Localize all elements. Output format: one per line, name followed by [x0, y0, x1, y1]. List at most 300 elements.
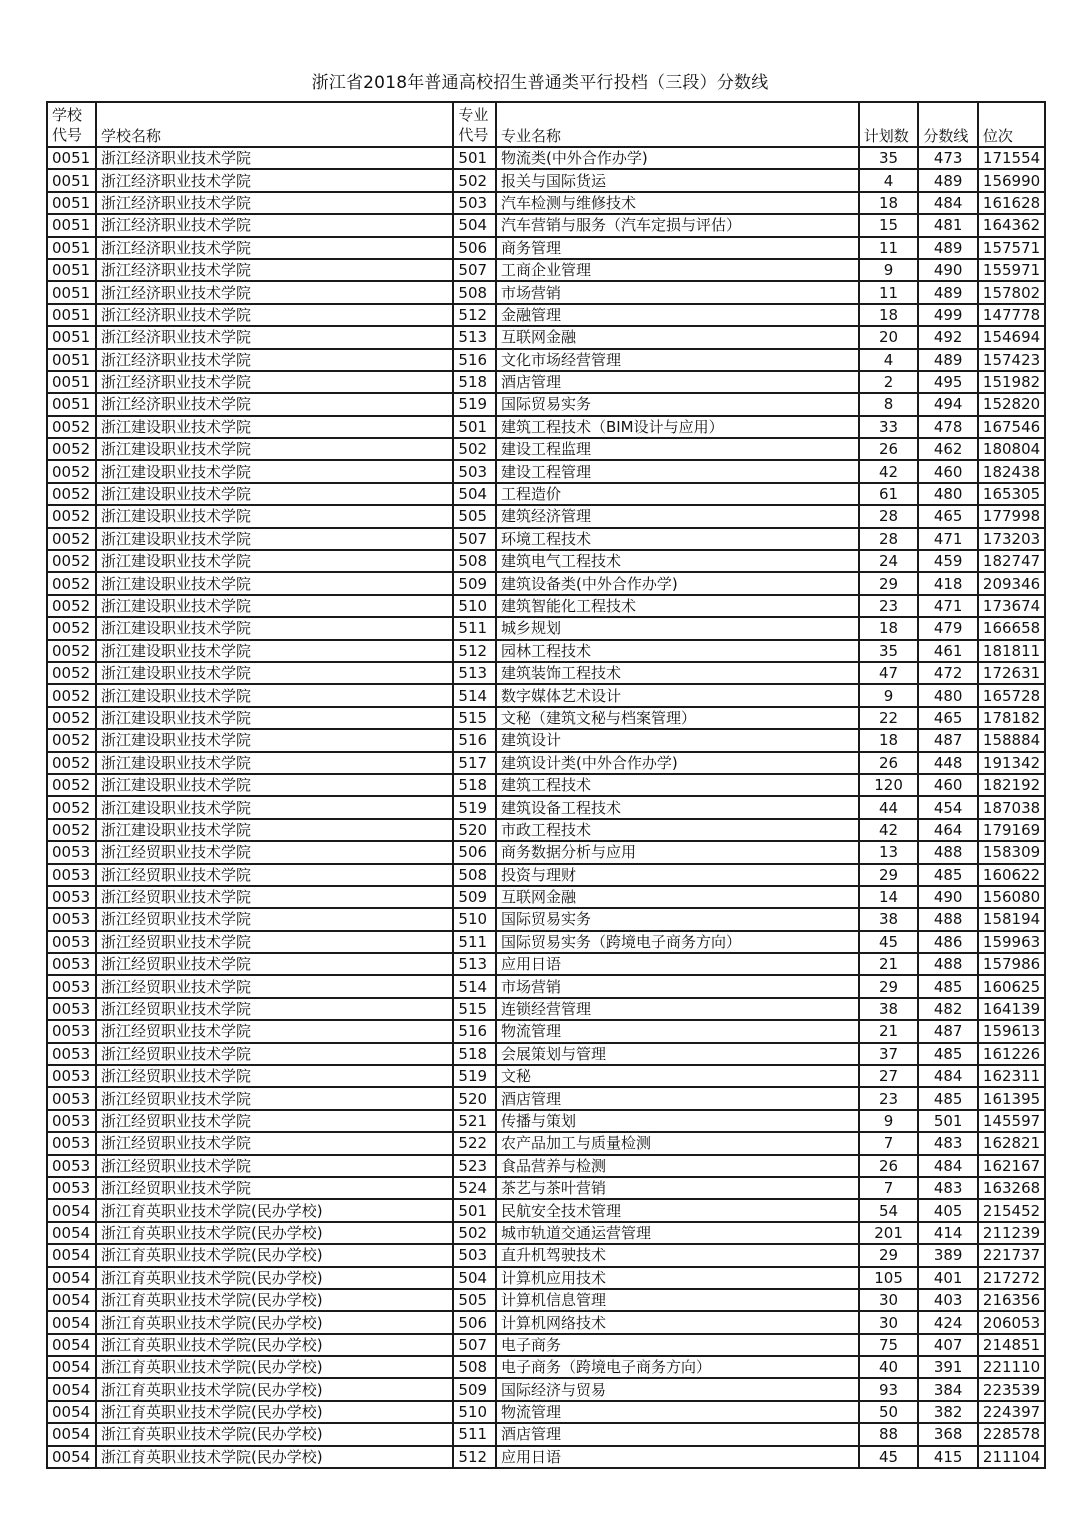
school-code-cell: 0054: [47, 1356, 96, 1378]
header-plan: 计划数: [859, 102, 919, 147]
plan-count-cell: 27: [859, 1065, 919, 1087]
major-name-cell: 建筑装饰工程技术: [496, 662, 859, 684]
school-code-cell: 0054: [47, 1222, 96, 1244]
school-name-cell: 浙江育英职业技术学院(民办学校): [96, 1199, 453, 1221]
major-name-cell: 建筑设计: [496, 729, 859, 751]
major-name-cell: 建筑电气工程技术: [496, 550, 859, 572]
plan-count-cell: 88: [859, 1423, 919, 1445]
school-code-cell: 0053: [47, 998, 96, 1020]
school-code-cell: 0053: [47, 1110, 96, 1132]
score-line-cell: 407: [918, 1334, 978, 1356]
school-code-cell: 0052: [47, 640, 96, 662]
school-name-cell: 浙江建设职业技术学院: [96, 460, 453, 482]
score-line-cell: 488: [918, 841, 978, 863]
school-name-cell: 浙江建设职业技术学院: [96, 528, 453, 550]
plan-count-cell: 9: [859, 684, 919, 706]
major-name-cell: 电子商务（跨境电子商务方向）: [496, 1356, 859, 1378]
rank-cell: 161226: [978, 1043, 1045, 1065]
major-name-cell: 报关与国际货运: [496, 169, 859, 191]
rank-cell: 217272: [978, 1267, 1045, 1289]
rank-cell: 179169: [978, 819, 1045, 841]
plan-count-cell: 33: [859, 416, 919, 438]
rank-cell: 162821: [978, 1132, 1045, 1154]
table-row: [47, 1446, 1045, 1468]
major-name-cell: 数字媒体艺术设计: [496, 684, 859, 706]
header-major-code: [453, 102, 496, 147]
score-line-cell: 481: [918, 214, 978, 236]
major-code-cell: 503: [453, 460, 496, 482]
major-code-cell: 516: [453, 729, 496, 751]
table-row: [47, 1199, 1045, 1221]
table-row: [47, 662, 1045, 684]
major-name-cell: 建设工程管理: [496, 460, 859, 482]
school-code-cell: 0054: [47, 1446, 96, 1468]
major-code-cell: 502: [453, 169, 496, 191]
plan-count-cell: 11: [859, 237, 919, 259]
score-line-cell: 488: [918, 908, 978, 930]
table-row: [47, 393, 1045, 415]
rank-cell: 211239: [978, 1222, 1045, 1244]
school-name-cell: 浙江经贸职业技术学院: [96, 1087, 453, 1109]
major-name-cell: 建筑工程技术（BIM设计与应用）: [496, 416, 859, 438]
score-line-cell: 499: [918, 304, 978, 326]
major-name-cell: 建筑工程技术: [496, 774, 859, 796]
school-name-cell: 浙江经济职业技术学院: [96, 304, 453, 326]
rank-cell: 216356: [978, 1289, 1045, 1311]
header-school-code-bottom: 代号: [52, 126, 83, 144]
plan-count-cell: 21: [859, 1020, 919, 1042]
school-code-cell: 0054: [47, 1199, 96, 1221]
table-row: [47, 841, 1045, 863]
school-name-cell: 浙江育英职业技术学院(民办学校): [96, 1222, 453, 1244]
table-row: [47, 1132, 1045, 1154]
plan-count-cell: 35: [859, 640, 919, 662]
school-name-cell: 浙江建设职业技术学院: [96, 483, 453, 505]
major-code-cell: 516: [453, 349, 496, 371]
major-code-cell: 501: [453, 147, 496, 169]
school-name-cell: 浙江建设职业技术学院: [96, 707, 453, 729]
major-name-cell: 计算机应用技术: [496, 1267, 859, 1289]
header-school-name: 学校名称: [96, 102, 453, 147]
school-code-cell: 0053: [47, 931, 96, 953]
school-code-cell: 0052: [47, 662, 96, 684]
score-line-cell: 389: [918, 1244, 978, 1266]
major-name-cell: 互联网金融: [496, 886, 859, 908]
major-code-cell: 519: [453, 1065, 496, 1087]
major-code-cell: 520: [453, 1087, 496, 1109]
rank-cell: 215452: [978, 1199, 1045, 1221]
school-name-cell: 浙江育英职业技术学院(民办学校): [96, 1244, 453, 1266]
rank-cell: 154694: [978, 326, 1045, 348]
major-name-cell: 酒店管理: [496, 1423, 859, 1445]
school-code-cell: 0052: [47, 460, 96, 482]
rank-cell: 155971: [978, 259, 1045, 281]
school-name-cell: 浙江经贸职业技术学院: [96, 864, 453, 886]
major-code-cell: 522: [453, 1132, 496, 1154]
table-row: [47, 326, 1045, 348]
major-name-cell: 计算机网络技术: [496, 1311, 859, 1333]
rank-cell: 209346: [978, 572, 1045, 594]
school-name-cell: 浙江建设职业技术学院: [96, 662, 453, 684]
table-row: [47, 169, 1045, 191]
school-name-cell: 浙江建设职业技术学院: [96, 796, 453, 818]
table-row: [47, 931, 1045, 953]
rank-cell: 151982: [978, 371, 1045, 393]
score-line-cell: 489: [918, 169, 978, 191]
rank-cell: 214851: [978, 1334, 1045, 1356]
major-code-cell: 513: [453, 953, 496, 975]
major-name-cell: 电子商务: [496, 1334, 859, 1356]
score-line-cell: 460: [918, 460, 978, 482]
plan-count-cell: 23: [859, 595, 919, 617]
plan-count-cell: 105: [859, 1267, 919, 1289]
table-row: [47, 1267, 1045, 1289]
score-line-cell: 448: [918, 752, 978, 774]
table-row: [47, 1110, 1045, 1132]
plan-count-cell: 7: [859, 1132, 919, 1154]
score-line-cell: 382: [918, 1401, 978, 1423]
page-title: 浙江省2018年普通高校招生普通类平行投档（三段）分数线: [311, 73, 769, 93]
table-row: [47, 147, 1045, 169]
score-line-cell: 495: [918, 371, 978, 393]
major-code-cell: 501: [453, 416, 496, 438]
plan-count-cell: 45: [859, 931, 919, 953]
school-name-cell: 浙江经贸职业技术学院: [96, 841, 453, 863]
school-name-cell: 浙江经济职业技术学院: [96, 393, 453, 415]
major-name-cell: 应用日语: [496, 953, 859, 975]
rank-cell: 161628: [978, 192, 1045, 214]
score-line-cell: 465: [918, 505, 978, 527]
table-row: [47, 640, 1045, 662]
plan-count-cell: 11: [859, 281, 919, 303]
table-row: [47, 460, 1045, 482]
major-code-cell: 510: [453, 1401, 496, 1423]
major-code-cell: 518: [453, 371, 496, 393]
score-line-cell: 489: [918, 281, 978, 303]
school-code-cell: 0051: [47, 169, 96, 191]
score-table: [46, 101, 1046, 1469]
plan-count-cell: 47: [859, 662, 919, 684]
plan-count-cell: 9: [859, 1110, 919, 1132]
table-row: [47, 1334, 1045, 1356]
table-row: [47, 707, 1045, 729]
table-row: [47, 1020, 1045, 1042]
school-name-cell: 浙江育英职业技术学院(民办学校): [96, 1401, 453, 1423]
major-name-cell: 建筑设备工程技术: [496, 796, 859, 818]
major-name-cell: 建设工程监理: [496, 438, 859, 460]
score-line-cell: 473: [918, 147, 978, 169]
major-name-cell: 国际贸易实务（跨境电子商务方向）: [496, 931, 859, 953]
major-code-cell: 513: [453, 326, 496, 348]
school-name-cell: 浙江建设职业技术学院: [96, 640, 453, 662]
plan-count-cell: 29: [859, 1244, 919, 1266]
rank-cell: 158194: [978, 908, 1045, 930]
table-row: [47, 438, 1045, 460]
rank-cell: 156080: [978, 886, 1045, 908]
school-name-cell: 浙江经济职业技术学院: [96, 192, 453, 214]
score-line-cell: 480: [918, 483, 978, 505]
major-name-cell: 建筑设计类(中外合作办学): [496, 752, 859, 774]
rank-cell: 157423: [978, 349, 1045, 371]
school-code-cell: 0053: [47, 1087, 96, 1109]
score-line-cell: 483: [918, 1132, 978, 1154]
plan-count-cell: 22: [859, 707, 919, 729]
school-code-cell: 0054: [47, 1401, 96, 1423]
plan-count-cell: 9: [859, 259, 919, 281]
score-line-cell: 485: [918, 975, 978, 997]
score-line-cell: 454: [918, 796, 978, 818]
table-row: [47, 729, 1045, 751]
plan-count-cell: 29: [859, 975, 919, 997]
score-line-cell: 489: [918, 349, 978, 371]
header-major-name: 专业名称: [496, 102, 859, 147]
school-name-cell: 浙江建设职业技术学院: [96, 416, 453, 438]
major-code-cell: 519: [453, 796, 496, 818]
table-row: [47, 684, 1045, 706]
school-code-cell: 0052: [47, 505, 96, 527]
score-line-cell: 485: [918, 1043, 978, 1065]
major-name-cell: 商务数据分析与应用: [496, 841, 859, 863]
major-name-cell: 会展策划与管理: [496, 1043, 859, 1065]
school-name-cell: 浙江育英职业技术学院(民办学校): [96, 1423, 453, 1445]
school-name-cell: 浙江经济职业技术学院: [96, 349, 453, 371]
school-name-cell: 浙江经贸职业技术学院: [96, 975, 453, 997]
major-name-cell: 建筑设备类(中外合作办学): [496, 572, 859, 594]
major-name-cell: 建筑智能化工程技术: [496, 595, 859, 617]
table-row: [47, 349, 1045, 371]
school-name-cell: 浙江经贸职业技术学院: [96, 908, 453, 930]
rank-cell: 228578: [978, 1423, 1045, 1445]
rank-cell: 182438: [978, 460, 1045, 482]
rank-cell: 157571: [978, 237, 1045, 259]
plan-count-cell: 26: [859, 752, 919, 774]
school-code-cell: 0052: [47, 707, 96, 729]
score-line-cell: 405: [918, 1199, 978, 1221]
major-code-cell: 514: [453, 684, 496, 706]
table-body: [47, 147, 1045, 1468]
major-name-cell: 工程造价: [496, 483, 859, 505]
school-code-cell: 0051: [47, 393, 96, 415]
major-name-cell: 环境工程技术: [496, 528, 859, 550]
table-row: [47, 1378, 1045, 1400]
header-major-code-top: 专业: [458, 106, 489, 124]
score-line-cell: 424: [918, 1311, 978, 1333]
table-header-row: [47, 102, 1045, 147]
rank-cell: 173674: [978, 595, 1045, 617]
school-name-cell: 浙江建设职业技术学院: [96, 729, 453, 751]
major-code-cell: 521: [453, 1110, 496, 1132]
table-row: [47, 774, 1045, 796]
school-code-cell: 0053: [47, 1043, 96, 1065]
plan-count-cell: 21: [859, 953, 919, 975]
school-code-cell: 0051: [47, 147, 96, 169]
table-row: [47, 483, 1045, 505]
school-code-cell: 0053: [47, 908, 96, 930]
rank-cell: 172631: [978, 662, 1045, 684]
school-code-cell: 0051: [47, 281, 96, 303]
major-name-cell: 农产品加工与质量检测: [496, 1132, 859, 1154]
school-name-cell: 浙江育英职业技术学院(民办学校): [96, 1289, 453, 1311]
school-name-cell: 浙江育英职业技术学院(民办学校): [96, 1378, 453, 1400]
major-name-cell: 互联网金融: [496, 326, 859, 348]
table-row: [47, 1289, 1045, 1311]
school-code-cell: 0052: [47, 684, 96, 706]
table-row: [47, 1311, 1045, 1333]
school-code-cell: 0054: [47, 1267, 96, 1289]
school-name-cell: 浙江经贸职业技术学院: [96, 953, 453, 975]
major-code-cell: 504: [453, 214, 496, 236]
score-line-cell: 489: [918, 237, 978, 259]
plan-count-cell: 26: [859, 1155, 919, 1177]
school-code-cell: 0052: [47, 729, 96, 751]
table-row: [47, 1043, 1045, 1065]
score-line-cell: 459: [918, 550, 978, 572]
major-code-cell: 505: [453, 1289, 496, 1311]
plan-count-cell: 42: [859, 460, 919, 482]
score-line-cell: 368: [918, 1423, 978, 1445]
plan-count-cell: 8: [859, 393, 919, 415]
table-row: [47, 1065, 1045, 1087]
score-line-cell: 391: [918, 1356, 978, 1378]
school-code-cell: 0052: [47, 550, 96, 572]
score-line-cell: 479: [918, 617, 978, 639]
score-line-cell: 464: [918, 819, 978, 841]
school-code-cell: 0052: [47, 416, 96, 438]
rank-cell: 158884: [978, 729, 1045, 751]
score-line-cell: 460: [918, 774, 978, 796]
plan-count-cell: 50: [859, 1401, 919, 1423]
rank-cell: 182192: [978, 774, 1045, 796]
table-row: [47, 1423, 1045, 1445]
school-name-cell: 浙江经贸职业技术学院: [96, 998, 453, 1020]
major-code-cell: 508: [453, 550, 496, 572]
plan-count-cell: 4: [859, 349, 919, 371]
major-name-cell: 连锁经营管理: [496, 998, 859, 1020]
plan-count-cell: 23: [859, 1087, 919, 1109]
major-code-cell: 503: [453, 1244, 496, 1266]
plan-count-cell: 24: [859, 550, 919, 572]
school-code-cell: 0052: [47, 528, 96, 550]
plan-count-cell: 40: [859, 1356, 919, 1378]
school-name-cell: 浙江经济职业技术学院: [96, 237, 453, 259]
school-code-cell: 0051: [47, 371, 96, 393]
header-score: 分数线: [918, 102, 978, 147]
school-code-cell: 0053: [47, 1155, 96, 1177]
plan-count-cell: 14: [859, 886, 919, 908]
major-code-cell: 518: [453, 1043, 496, 1065]
school-code-cell: 0053: [47, 1065, 96, 1087]
major-code-cell: 509: [453, 1378, 496, 1400]
major-code-cell: 519: [453, 393, 496, 415]
table-row: [47, 1177, 1045, 1199]
plan-count-cell: 2: [859, 371, 919, 393]
plan-count-cell: 18: [859, 192, 919, 214]
plan-count-cell: 37: [859, 1043, 919, 1065]
major-name-cell: 文秘: [496, 1065, 859, 1087]
school-code-cell: 0052: [47, 774, 96, 796]
rank-cell: 164139: [978, 998, 1045, 1020]
rank-cell: 211104: [978, 1446, 1045, 1468]
major-name-cell: 市场营销: [496, 281, 859, 303]
major-code-cell: 510: [453, 908, 496, 930]
rank-cell: 159613: [978, 1020, 1045, 1042]
rank-cell: 191342: [978, 752, 1045, 774]
school-code-cell: 0053: [47, 1177, 96, 1199]
rank-cell: 165305: [978, 483, 1045, 505]
plan-count-cell: 45: [859, 1446, 919, 1468]
school-name-cell: 浙江建设职业技术学院: [96, 505, 453, 527]
school-code-cell: 0052: [47, 595, 96, 617]
school-code-cell: 0054: [47, 1289, 96, 1311]
major-code-cell: 507: [453, 528, 496, 550]
major-name-cell: 传播与策划: [496, 1110, 859, 1132]
school-code-cell: 0053: [47, 864, 96, 886]
rank-cell: 160622: [978, 864, 1045, 886]
score-line-cell: 472: [918, 662, 978, 684]
major-name-cell: 城市轨道交通运营管理: [496, 1222, 859, 1244]
rank-cell: 182747: [978, 550, 1045, 572]
major-name-cell: 文化市场经营管理: [496, 349, 859, 371]
school-code-cell: 0051: [47, 304, 96, 326]
school-name-cell: 浙江建设职业技术学院: [96, 774, 453, 796]
table-row: [47, 998, 1045, 1020]
header-school-code-top: 学校: [52, 106, 83, 124]
major-name-cell: 应用日语: [496, 1446, 859, 1468]
major-code-cell: 512: [453, 304, 496, 326]
header-major-code-bottom: 代号: [458, 126, 489, 144]
major-name-cell: 计算机信息管理: [496, 1289, 859, 1311]
plan-count-cell: 13: [859, 841, 919, 863]
school-code-cell: 0053: [47, 841, 96, 863]
school-code-cell: 0052: [47, 819, 96, 841]
table-row: [47, 281, 1045, 303]
table-row: [47, 819, 1045, 841]
school-name-cell: 浙江建设职业技术学院: [96, 819, 453, 841]
rank-cell: 180804: [978, 438, 1045, 460]
school-code-cell: 0052: [47, 438, 96, 460]
score-line-cell: 401: [918, 1267, 978, 1289]
school-code-cell: 0053: [47, 953, 96, 975]
school-code-cell: 0054: [47, 1378, 96, 1400]
school-name-cell: 浙江经济职业技术学院: [96, 147, 453, 169]
table-row: [47, 975, 1045, 997]
major-name-cell: 汽车营销与服务（汽车定损与评估）: [496, 214, 859, 236]
school-name-cell: 浙江经贸职业技术学院: [96, 1110, 453, 1132]
school-name-cell: 浙江经济职业技术学院: [96, 169, 453, 191]
major-code-cell: 508: [453, 864, 496, 886]
table-row: [47, 908, 1045, 930]
plan-count-cell: 28: [859, 505, 919, 527]
rank-cell: 162167: [978, 1155, 1045, 1177]
major-name-cell: 国际经济与贸易: [496, 1378, 859, 1400]
school-code-cell: 0054: [47, 1244, 96, 1266]
score-line-cell: 471: [918, 595, 978, 617]
table-row: [47, 214, 1045, 236]
school-name-cell: 浙江建设职业技术学院: [96, 572, 453, 594]
major-code-cell: 508: [453, 1356, 496, 1378]
rank-cell: 181811: [978, 640, 1045, 662]
score-line-cell: 486: [918, 931, 978, 953]
rank-cell: 177998: [978, 505, 1045, 527]
score-line-cell: 461: [918, 640, 978, 662]
major-code-cell: 520: [453, 819, 496, 841]
major-name-cell: 直升机驾驶技术: [496, 1244, 859, 1266]
major-name-cell: 酒店管理: [496, 1087, 859, 1109]
plan-count-cell: 54: [859, 1199, 919, 1221]
score-line-cell: 490: [918, 259, 978, 281]
school-code-cell: 0053: [47, 1020, 96, 1042]
major-name-cell: 茶艺与茶叶营销: [496, 1177, 859, 1199]
